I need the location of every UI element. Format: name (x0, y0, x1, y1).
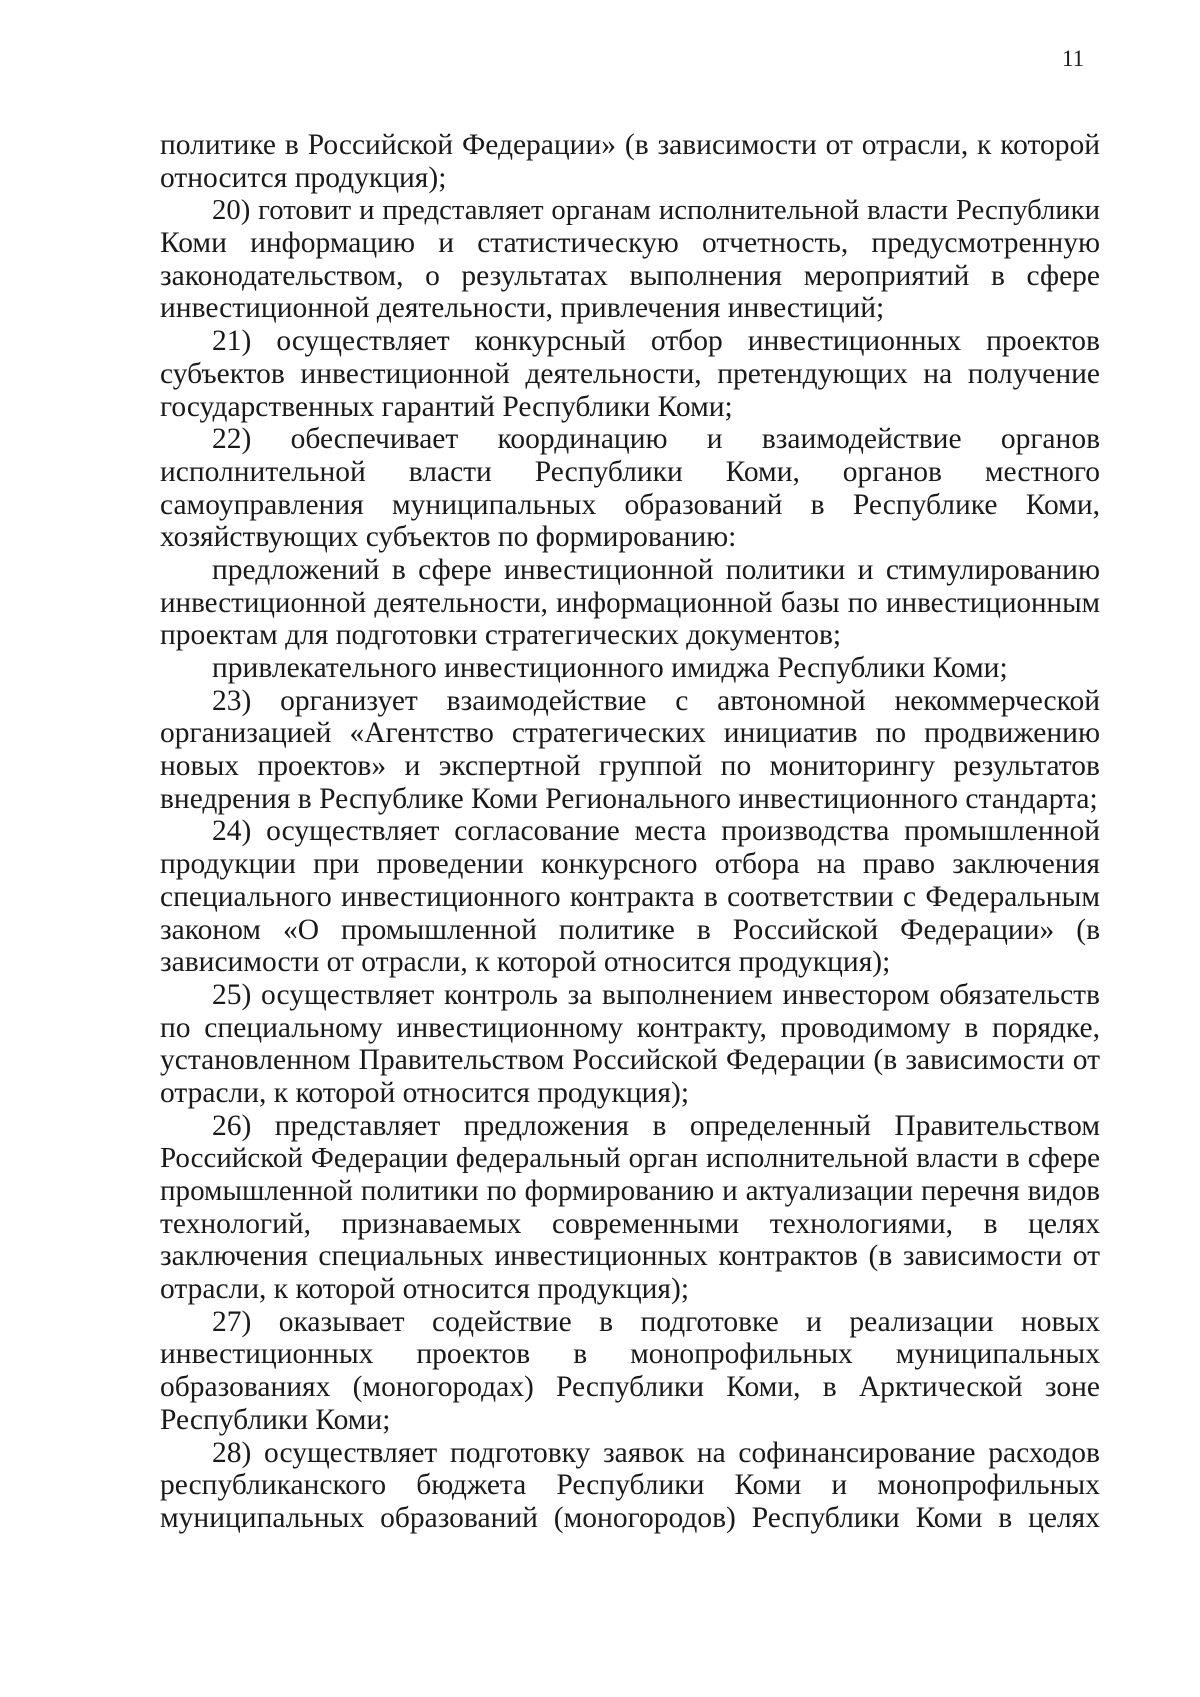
text-line: промышленной политики по формированию и актуализации перечня видов (160, 1175, 1100, 1207)
text-line: новых проектов» и экспертной группой по мониторингу результатов (160, 750, 1100, 783)
text-line: заключения специальных инвестиционных контрактов (в зависимости от (160, 1240, 1100, 1273)
text-line: продукции при проведении конкурсного отбора на право заключения (160, 848, 1100, 881)
text-line: организацией «Агентство стратегических инициатив по продвижению (160, 717, 1100, 750)
text-line: отрасли, к которой относится продукция); (160, 1273, 690, 1306)
text-line: Республики Коми; (160, 1403, 391, 1436)
text-line: Коми информацию и статистическую отчетность, предусмотренную (160, 227, 1100, 260)
text-line: 25) осуществляет контроль за выполнением инвестором обязательств (212, 978, 1100, 1011)
text-line: 28) осуществляет подготовку заявок на софинансирование расходов (212, 1436, 1100, 1469)
text-line: 21) осуществляет конкурсный отбор инвестиционных проектов (212, 325, 1100, 358)
text-line: политике в Российской Федерации» (в зависимости от отрасли, к которой (160, 129, 1100, 161)
text-line: 20) готовит и представляет органам исполнительной власти Республики (212, 194, 1100, 227)
page-number: 11 (1062, 46, 1085, 71)
text-line: самоуправления муниципальных образований в Республике Коми, (160, 488, 1100, 521)
text-line: республиканского бюджета Республики Коми и монопрофильных (160, 1469, 1100, 1502)
text-line: по специальному инвестиционному контракту, проводимому в порядке, (160, 1011, 1100, 1044)
text-line: инвестиционной деятельности, информационной базы по инвестиционным (160, 586, 1100, 619)
text-line: 22) обеспечивает координацию и взаимодействие органов (212, 423, 1100, 456)
text-line: предложений в сфере инвестиционной политики и стимулированию (212, 553, 1100, 586)
text-line: образованиях (моногородах) Республики Коми, в Арктической зоне (160, 1371, 1100, 1404)
text-line: внедрения в Республике Коми Регионального инвестиционного стандарта; (160, 782, 1098, 815)
text-line: специального инвестиционного контракта в соответствии с Федеральным (160, 880, 1100, 913)
text-line: отрасли, к которой относится продукция); (160, 1076, 690, 1109)
text-line: инвестиционных проектов в монопрофильных муниципальных (160, 1338, 1100, 1371)
text-line: инвестиционной деятельности, привлечения инвестиций; (160, 292, 885, 325)
text-line: 26) представляет предложения в определенный Правительством (212, 1109, 1100, 1142)
text-line: государственных гарантий Республики Коми; (160, 390, 733, 423)
document-body (160, 129, 1100, 1535)
text-line: Российской Федерации федеральный орган исполнительной власти в сфере (160, 1142, 1100, 1175)
text-line: законом «О промышленной политике в Российской Федерации» (в (160, 913, 1100, 946)
text-line: привлекательного инвестиционного имиджа Республики Коми; (212, 652, 1008, 684)
text-line: 27) оказывает содействие в подготовке и реализации новых (212, 1305, 1100, 1338)
text-line: законодательством, о результатах выполнения мероприятий в сфере (160, 259, 1100, 292)
text-line: субъектов инвестиционной деятельности, претендующих на получение (160, 357, 1100, 390)
text-line: проектам для подготовки стратегических документов; (160, 619, 842, 652)
text-line: хозяйствующих субъектов по формированию: (160, 521, 737, 554)
text-line: муниципальных образований (моногородов) Республики Коми в целях (160, 1501, 1100, 1534)
text-line: относится продукция); (160, 161, 447, 194)
text-line: исполнительной власти Республики Коми, органов местного (160, 455, 1100, 488)
text-line: 24) осуществляет согласование места производства промышленной (212, 815, 1100, 848)
text-line: зависимости от отрасли, к которой относится продукция); (160, 946, 891, 979)
text-line: установленном Правительством Российской Федерации (в зависимости от (160, 1044, 1100, 1077)
text-line: технологий, признаваемых современными технологиями, в целях (160, 1207, 1100, 1240)
text-line: 23) организует взаимодействие с автономной некоммерческой (212, 684, 1100, 717)
